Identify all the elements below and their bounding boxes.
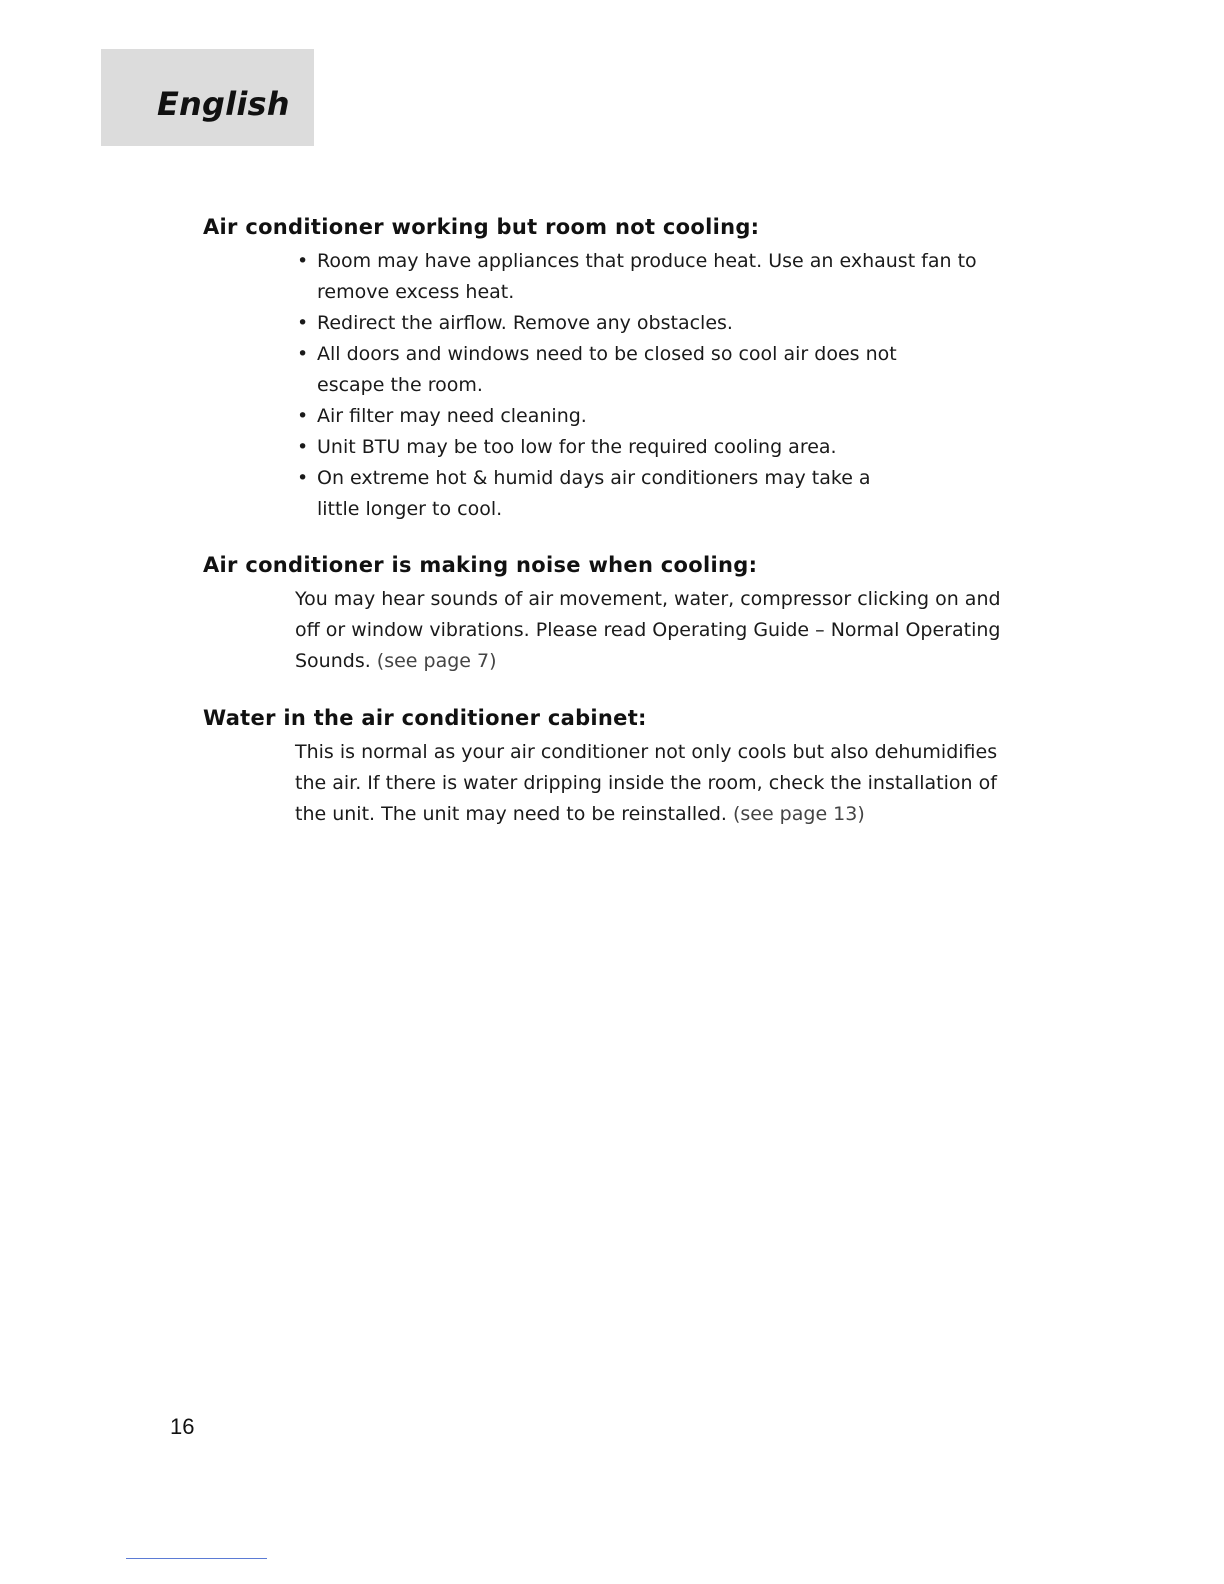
language-tab xyxy=(101,49,314,146)
section-room-not-cooling xyxy=(203,212,1043,525)
bullet-list xyxy=(203,246,1043,525)
page-reference: (see page 13) xyxy=(732,803,865,825)
list-item: • Unit BTU may be too low for the required cooling area. xyxy=(297,432,1043,463)
section-heading: Air conditioner is making noise when cooling: xyxy=(203,553,758,577)
page-number: 16 xyxy=(170,1414,195,1439)
footer-divider xyxy=(126,1558,267,1559)
page-reference: (see page 7) xyxy=(376,650,497,672)
list-item: • Redirect the airflow. Remove any obstacles. xyxy=(297,308,1043,339)
section-body-text: You may hear sounds of air movement, water, compressor clicking on and off or window vibrations. Please read Operating Guide – Normal Operating Sounds. xyxy=(295,588,1001,672)
language-tab-label: English xyxy=(157,85,290,123)
section-body-text: This is normal as your air conditioner not only cools but also dehumidifies the air. If there is water dripping inside the room, check the installation of the unit. The unit may need to be reinstalled. xyxy=(295,741,998,825)
section-heading: Air conditioner working but room not cooling: xyxy=(203,215,760,239)
section-water-in-cabinet xyxy=(203,703,1043,830)
list-item: • Air filter may need cleaning. xyxy=(297,401,1043,432)
section-noise-when-cooling xyxy=(203,550,1043,677)
section-body xyxy=(203,584,1015,677)
section-body xyxy=(203,737,1015,830)
list-item: • All doors and windows need to be closed so cool air does not escape the room. xyxy=(297,339,897,401)
list-item: • On extreme hot & humid days air conditioners may take a little longer to cool. xyxy=(297,463,877,525)
section-heading: Water in the air conditioner cabinet: xyxy=(203,706,647,730)
list-item: • Room may have appliances that produce heat. Use an exhaust fan to remove excess heat. xyxy=(297,246,997,308)
